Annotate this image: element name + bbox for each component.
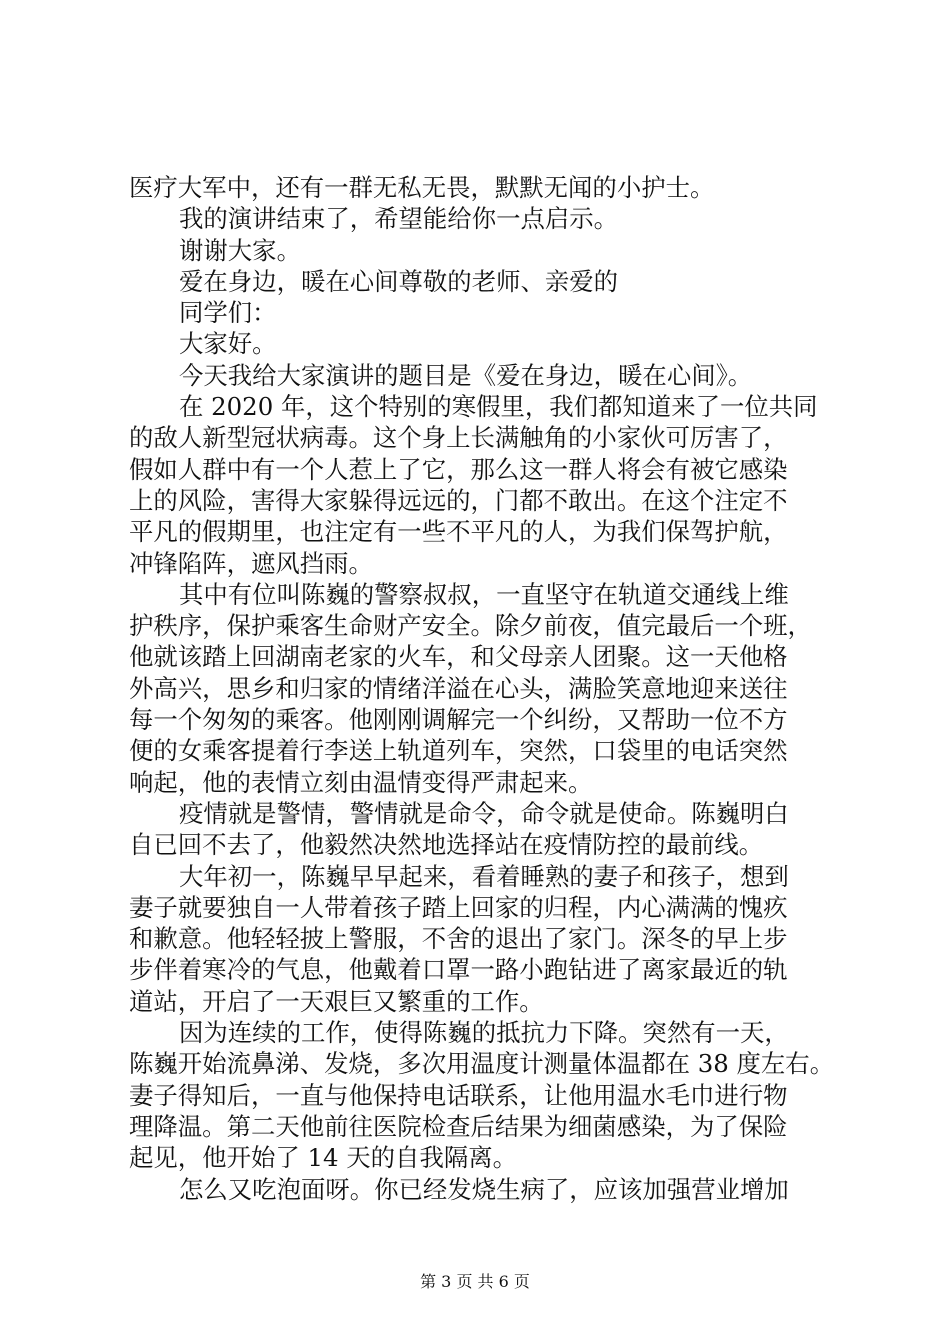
text-line: 的敌人新型冠状病毒。这个身上长满触角的小家伙可厉害了，	[129, 423, 788, 453]
text-line: 步伴着寒冷的气息，他戴着口罩一路小跑钻进了离家最近的轨	[129, 955, 788, 985]
text-line: 大年初一，陈巍早早起来，看着睡熟的妻子和孩子，想到	[179, 861, 789, 891]
text-line: 护秩序，保护乘客生命财产安全。除夕前夜，值完最后一个班，	[129, 611, 812, 641]
text-line: 陈巍开始流鼻涕、发烧，多次用温度计测量体温都在 38 度左右。	[129, 1049, 835, 1079]
page-number-footer: 第 3 页 共 6 页	[420, 1272, 530, 1291]
text-line: 我的演讲结束了，希望能给你一点启示。	[179, 204, 619, 234]
text-line: 道站，开启了一天艰巨又繁重的工作。	[129, 986, 544, 1016]
text-line: 在 2020 年，这个特别的寒假里，我们都知道来了一位共同	[179, 392, 818, 422]
text-line: 平凡的假期里，也注定有一些不平凡的人，为我们保驾护航，	[129, 517, 788, 547]
text-line: 妻子就要独自一人带着孩子踏上回家的归程，内心满满的愧疚	[129, 892, 788, 922]
text-line: 谢谢大家。	[179, 235, 301, 265]
text-line: 外高兴，思乡和归家的情绪洋溢在心头，满脸笑意地迎来送往	[129, 673, 788, 703]
text-line: 爱在身边，暖在心间尊敬的老师、亲爱的	[179, 266, 619, 296]
text-line: 怎么又吃泡面呀。你已经发烧生病了，应该加强营业增加	[179, 1174, 789, 1204]
text-line: 同学们：	[179, 298, 277, 328]
text-line: 他就该踏上回湖南老家的火车，和父母亲人团聚。这一天他格	[129, 642, 788, 672]
text-line: 冲锋陷阵，遮风挡雨。	[129, 548, 373, 578]
text-line: 医疗大军中，还有一群无私无畏，默默无闻的小护士。	[129, 173, 715, 202]
text-line: 响起，他的表情立刻由温情变得严肃起来。	[129, 767, 593, 797]
text-line: 自已回不去了，他毅然决然地选择站在疫情防控的最前线。	[129, 830, 764, 860]
text-line: 起见，他开始了 14 天的自我隔离。	[129, 1143, 518, 1173]
text-line: 妻子得知后，一直与他保持电话联系，让他用温水毛巾进行物	[129, 1080, 788, 1110]
text-line: 其中有位叫陈巍的警察叔叔，一直坚守在轨道交通线上维	[179, 579, 789, 609]
text-line: 因为连续的工作，使得陈巍的抵抗力下降。突然有一天，	[179, 1018, 789, 1048]
text-line: 和歉意。他轻轻披上警服，不舍的退出了家门。深冬的早上步	[129, 924, 788, 954]
text-line: 每一个匆匆的乘客。他刚刚调解完一个纠纷，又帮助一位不方	[129, 705, 788, 735]
text-line: 便的女乘客提着行李送上轨道列车，突然，口袋里的电话突然	[129, 736, 788, 766]
document-body	[129, 172, 849, 1205]
text-line: 理降温。第二天他前往医院检查后结果为细菌感染，为了保险	[129, 1111, 788, 1141]
text-line: 今天我给大家演讲的题目是《爱在身边，暖在心间》。	[179, 360, 753, 390]
text-line: 假如人群中有一个人惹上了它，那么这一群人将会有被它感染	[129, 454, 788, 484]
text-line: 大家好。	[179, 329, 277, 359]
text-line: 上的风险，害得大家躲得远远的，门都不敢出。在这个注定不	[129, 485, 788, 515]
text-line: 疫情就是警情，警情就是命令，命令就是使命。陈巍明白	[179, 798, 789, 828]
